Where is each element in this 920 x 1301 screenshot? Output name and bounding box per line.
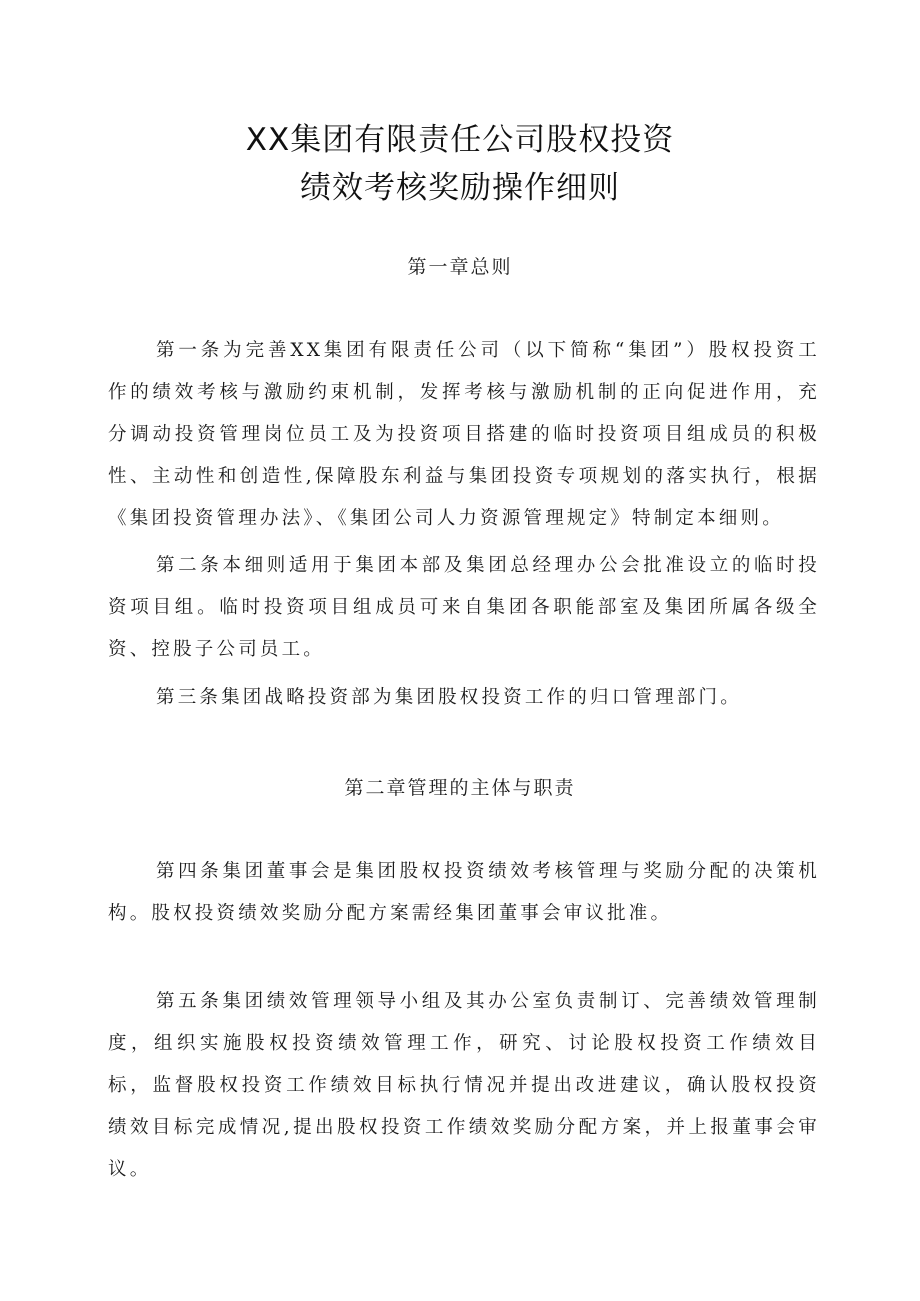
article-paragraph: 第二条本细则适用于集团本部及集团总经理办公会批准设立的临时投资项目组。临时投资项目组成员可来自集团各职能部室及集团所属各级全资、控股子公司员工。 bbox=[108, 555, 820, 660]
article-paragraph: 第三条集团战略投资部为集团股权投资工作的归口管理部门。 bbox=[156, 687, 742, 708]
chapter-heading-general-provisions: 第一章总则 bbox=[407, 256, 513, 278]
document-title-line-2: 绩效考核奖励操作细则 bbox=[300, 170, 620, 206]
article-paragraph: 第四条集团董事会是集团股权投资绩效考核管理与奖励分配的决策机构。股权投资绩效奖励分配方案需经集团董事会审议批准。 bbox=[108, 861, 820, 924]
document-title-line-1: XX集团有限责任公司股权投资 bbox=[245, 122, 675, 158]
article-paragraph: 第五条集团绩效管理领导小组及其办公室负责制订、完善绩效管理制度，组织实施股权投资绩效管理工作，研究、讨论股权投资工作绩效目标，监督股权投资工作绩效目标执行情况并提出改进建议，确认股权投资绩效目标完成情况,提出股权投资工作绩效奖励分配方案，并上报董事会审议。 bbox=[108, 991, 820, 1180]
chapter-heading-management-responsibilities: 第二章管理的主体与职责 bbox=[344, 777, 576, 799]
article-paragraph: 第一条为完善XX集团有限责任公司（以下简称“集团”）股权投资工作的绩效考核与激励约束机制，发挥考核与激励机制的正向促进作用，充分调动投资管理岗位员工及为投资项目搭建的临时投资项目组成员的积极性、主动性和创造性,保障股东利益与集团投资专项规划的落实执行，根据《集团投资管理办法》、《集团公司人力资源管理规定》特制定本细则。 bbox=[108, 340, 820, 529]
